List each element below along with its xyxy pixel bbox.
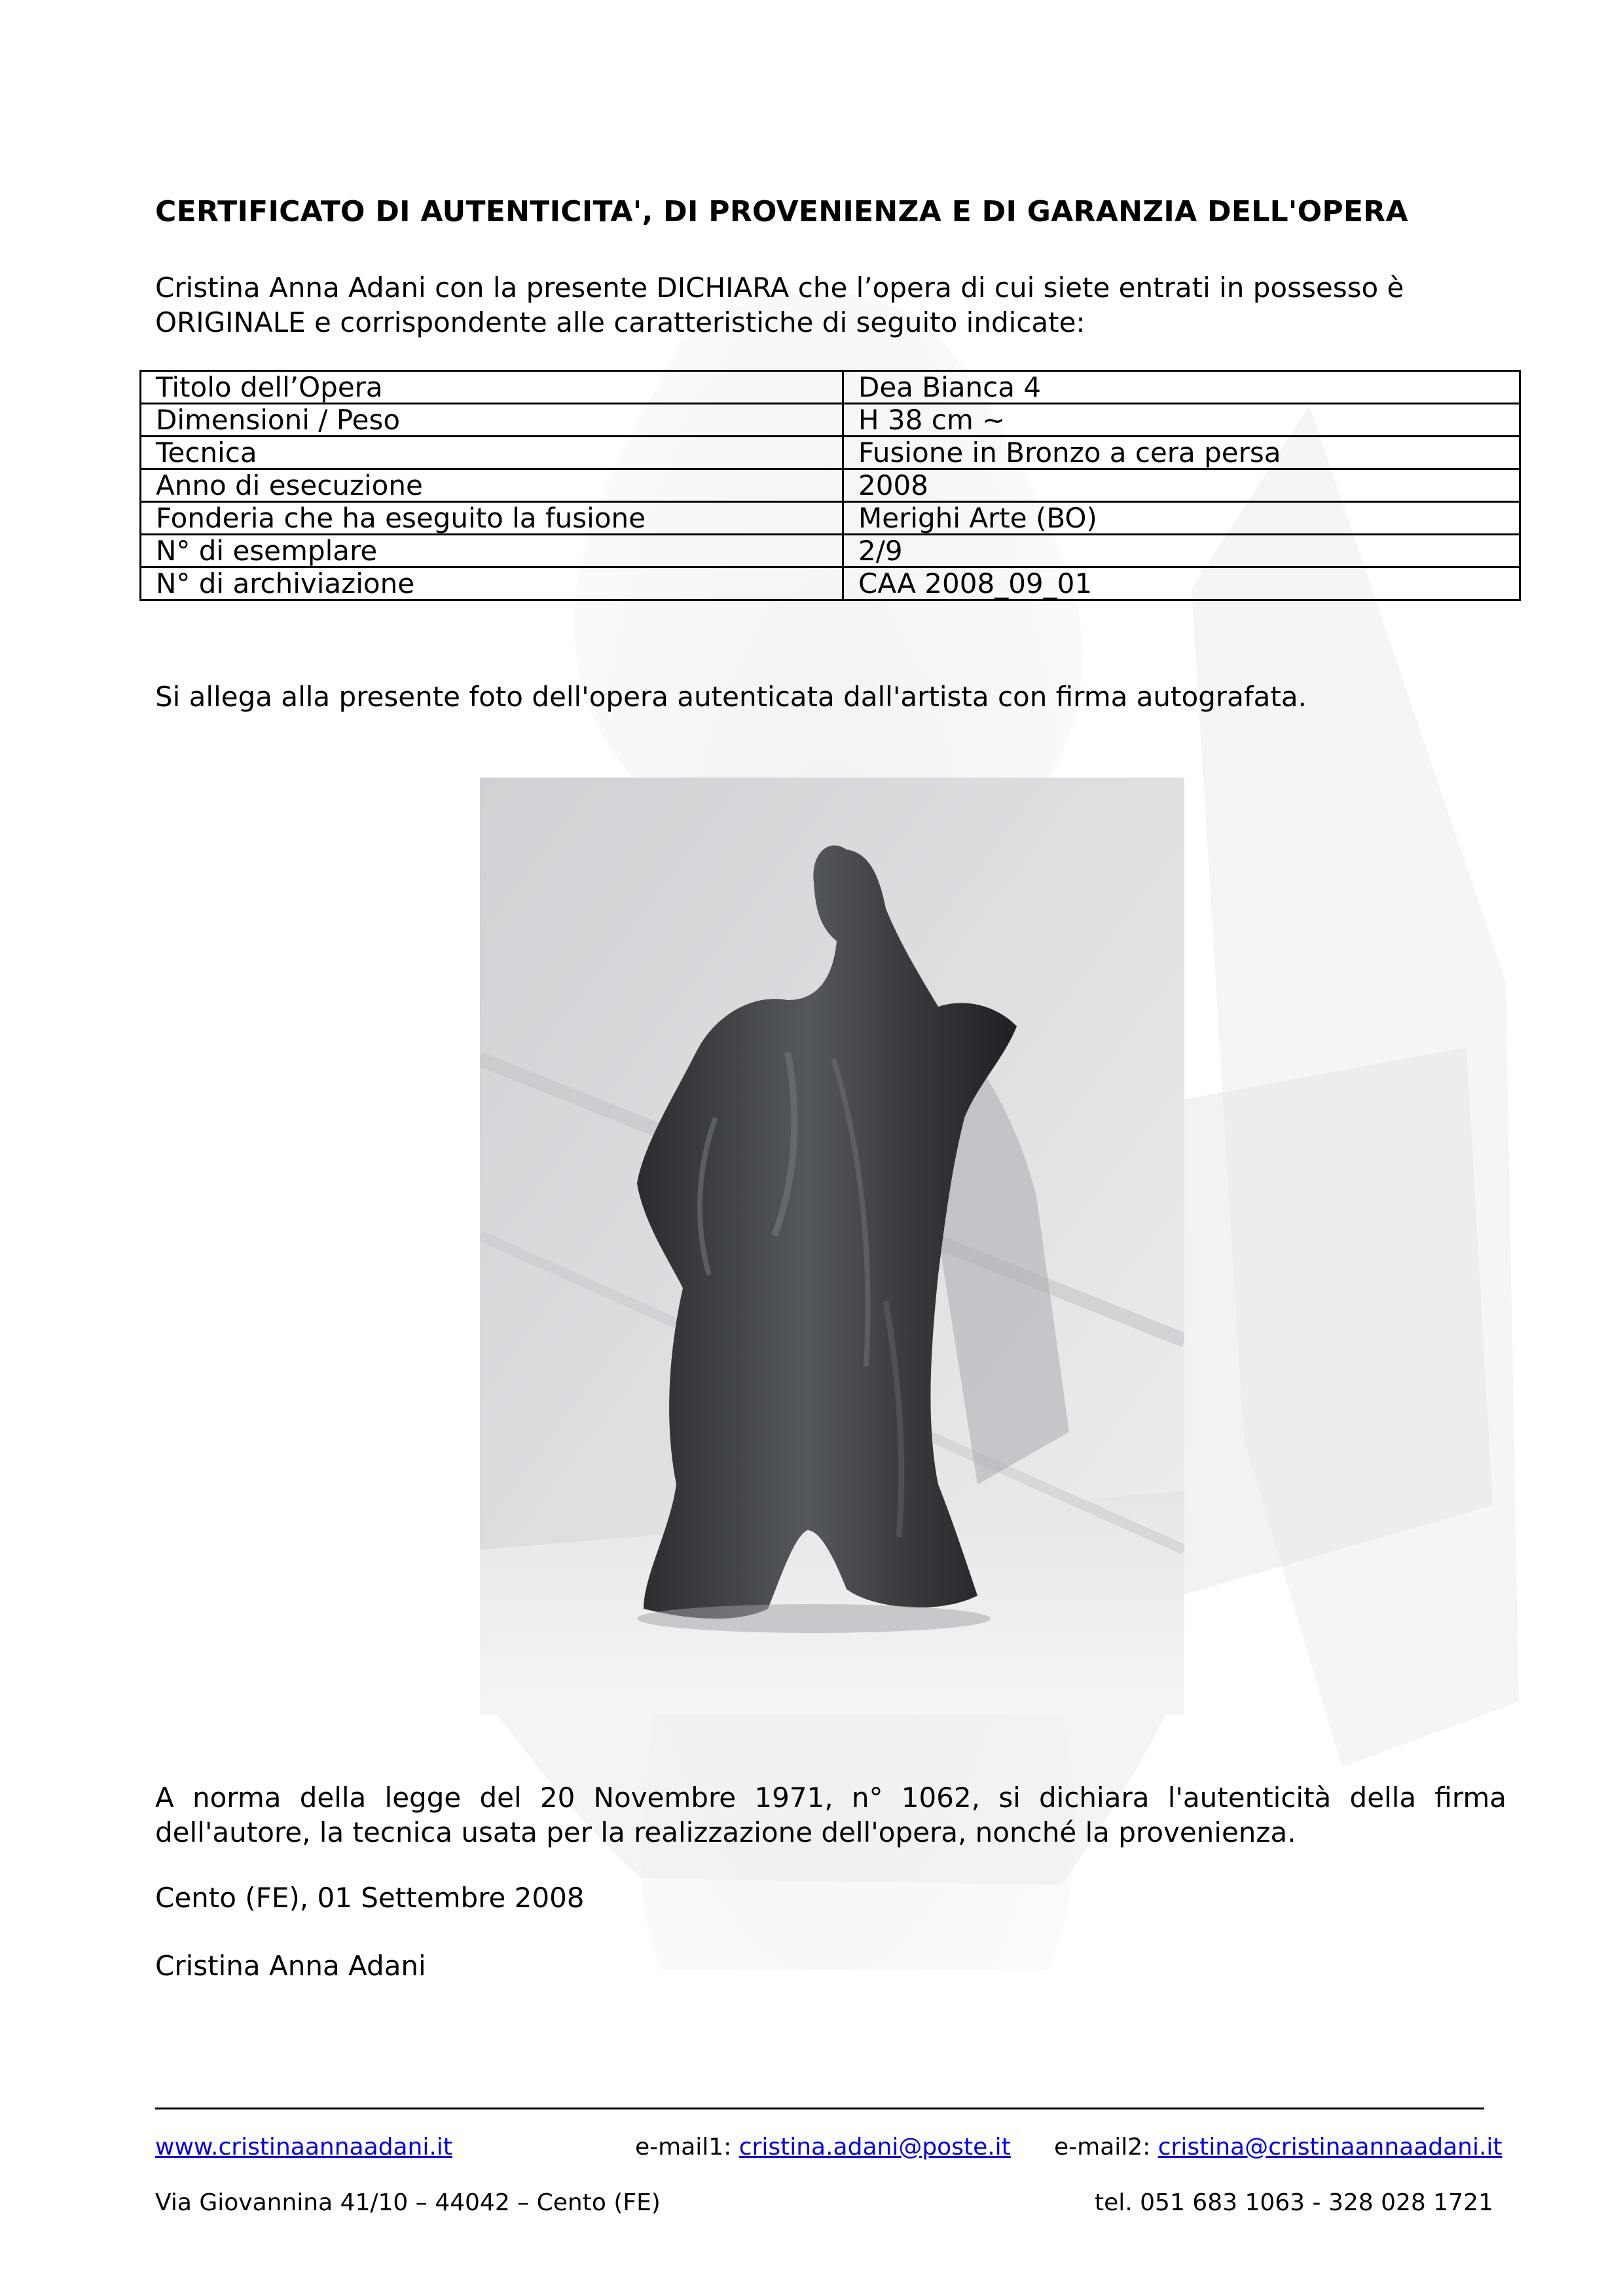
certificate-title: CERTIFICATO DI AUTENTICITA', DI PROVENIENZA E DI GARANZIA DELL'OPERA [155, 195, 1408, 228]
table-row [141, 404, 1520, 437]
email1-label: e-mail1: [635, 2134, 739, 2161]
footer-address: Via Giovannina 41/10 – 44042 – Cento (FE) [155, 2189, 661, 2216]
footer-email1 [635, 2134, 1011, 2161]
row-value: Dea Bianca 4 [843, 371, 1520, 404]
row-label: N° di esemplare [141, 535, 843, 567]
row-label: Dimensioni / Peso [141, 404, 843, 437]
declaration-intro: Cristina Anna Adani con la presente DICHIARA che l’opera di cui siete entrati in possesso è ORIGINALE e corrispondente alle caratteristiche di seguito indicate: [155, 272, 1404, 338]
row-value: 2008 [843, 469, 1520, 502]
row-value: CAA 2008_09_01 [843, 567, 1520, 600]
row-value: Fusione in Bronzo a cera persa [843, 437, 1520, 469]
sculpture-photo [480, 778, 1184, 1715]
signature-name: Cristina Anna Adani [155, 1950, 426, 1982]
footer-email2 [1054, 2134, 1503, 2161]
attachment-note: Si allega alla presente foto dell'opera autenticata dall'artista con firma autografata. [155, 681, 1307, 713]
row-label: Fonderia che ha eseguito la fusione [141, 502, 843, 535]
row-value: H 38 cm ~ [843, 404, 1520, 437]
email2-label: e-mail2: [1054, 2134, 1158, 2161]
footer-divider [155, 2108, 1484, 2109]
row-value: Merighi Arte (BO) [843, 502, 1520, 535]
footer-website [155, 2134, 452, 2161]
table-row [141, 371, 1520, 404]
table-row [141, 535, 1520, 567]
artwork-details-table [139, 370, 1521, 601]
place-and-date: Cento (FE), 01 Settembre 2008 [155, 1882, 585, 1914]
table-row [141, 567, 1520, 600]
email1-link[interactable]: cristina.adani@poste.it [739, 2134, 1011, 2161]
row-label: Anno di esecuzione [141, 469, 843, 502]
row-label: Tecnica [141, 437, 843, 469]
website-link[interactable]: www.cristinaannaadani.it [155, 2134, 452, 2161]
table-row [141, 469, 1520, 502]
row-label: N° di archiviazione [141, 567, 843, 600]
row-label: Titolo dell’Opera [141, 371, 843, 404]
email2-link[interactable]: cristina@cristinaannaadani.it [1158, 2134, 1503, 2161]
table-row [141, 502, 1520, 535]
legal-statement: A norma della legge del 20 Novembre 1971, n° 1062, si dichiara l'autenticità della firma dell'autore, la tecnica usata per la realizzazione dell'opera, nonché la provenienza. [155, 1782, 1506, 1848]
table-row [141, 437, 1520, 469]
footer-phone: tel. 051 683 1063 - 328 028 1721 [1095, 2189, 1493, 2216]
row-value: 2/9 [843, 535, 1520, 567]
